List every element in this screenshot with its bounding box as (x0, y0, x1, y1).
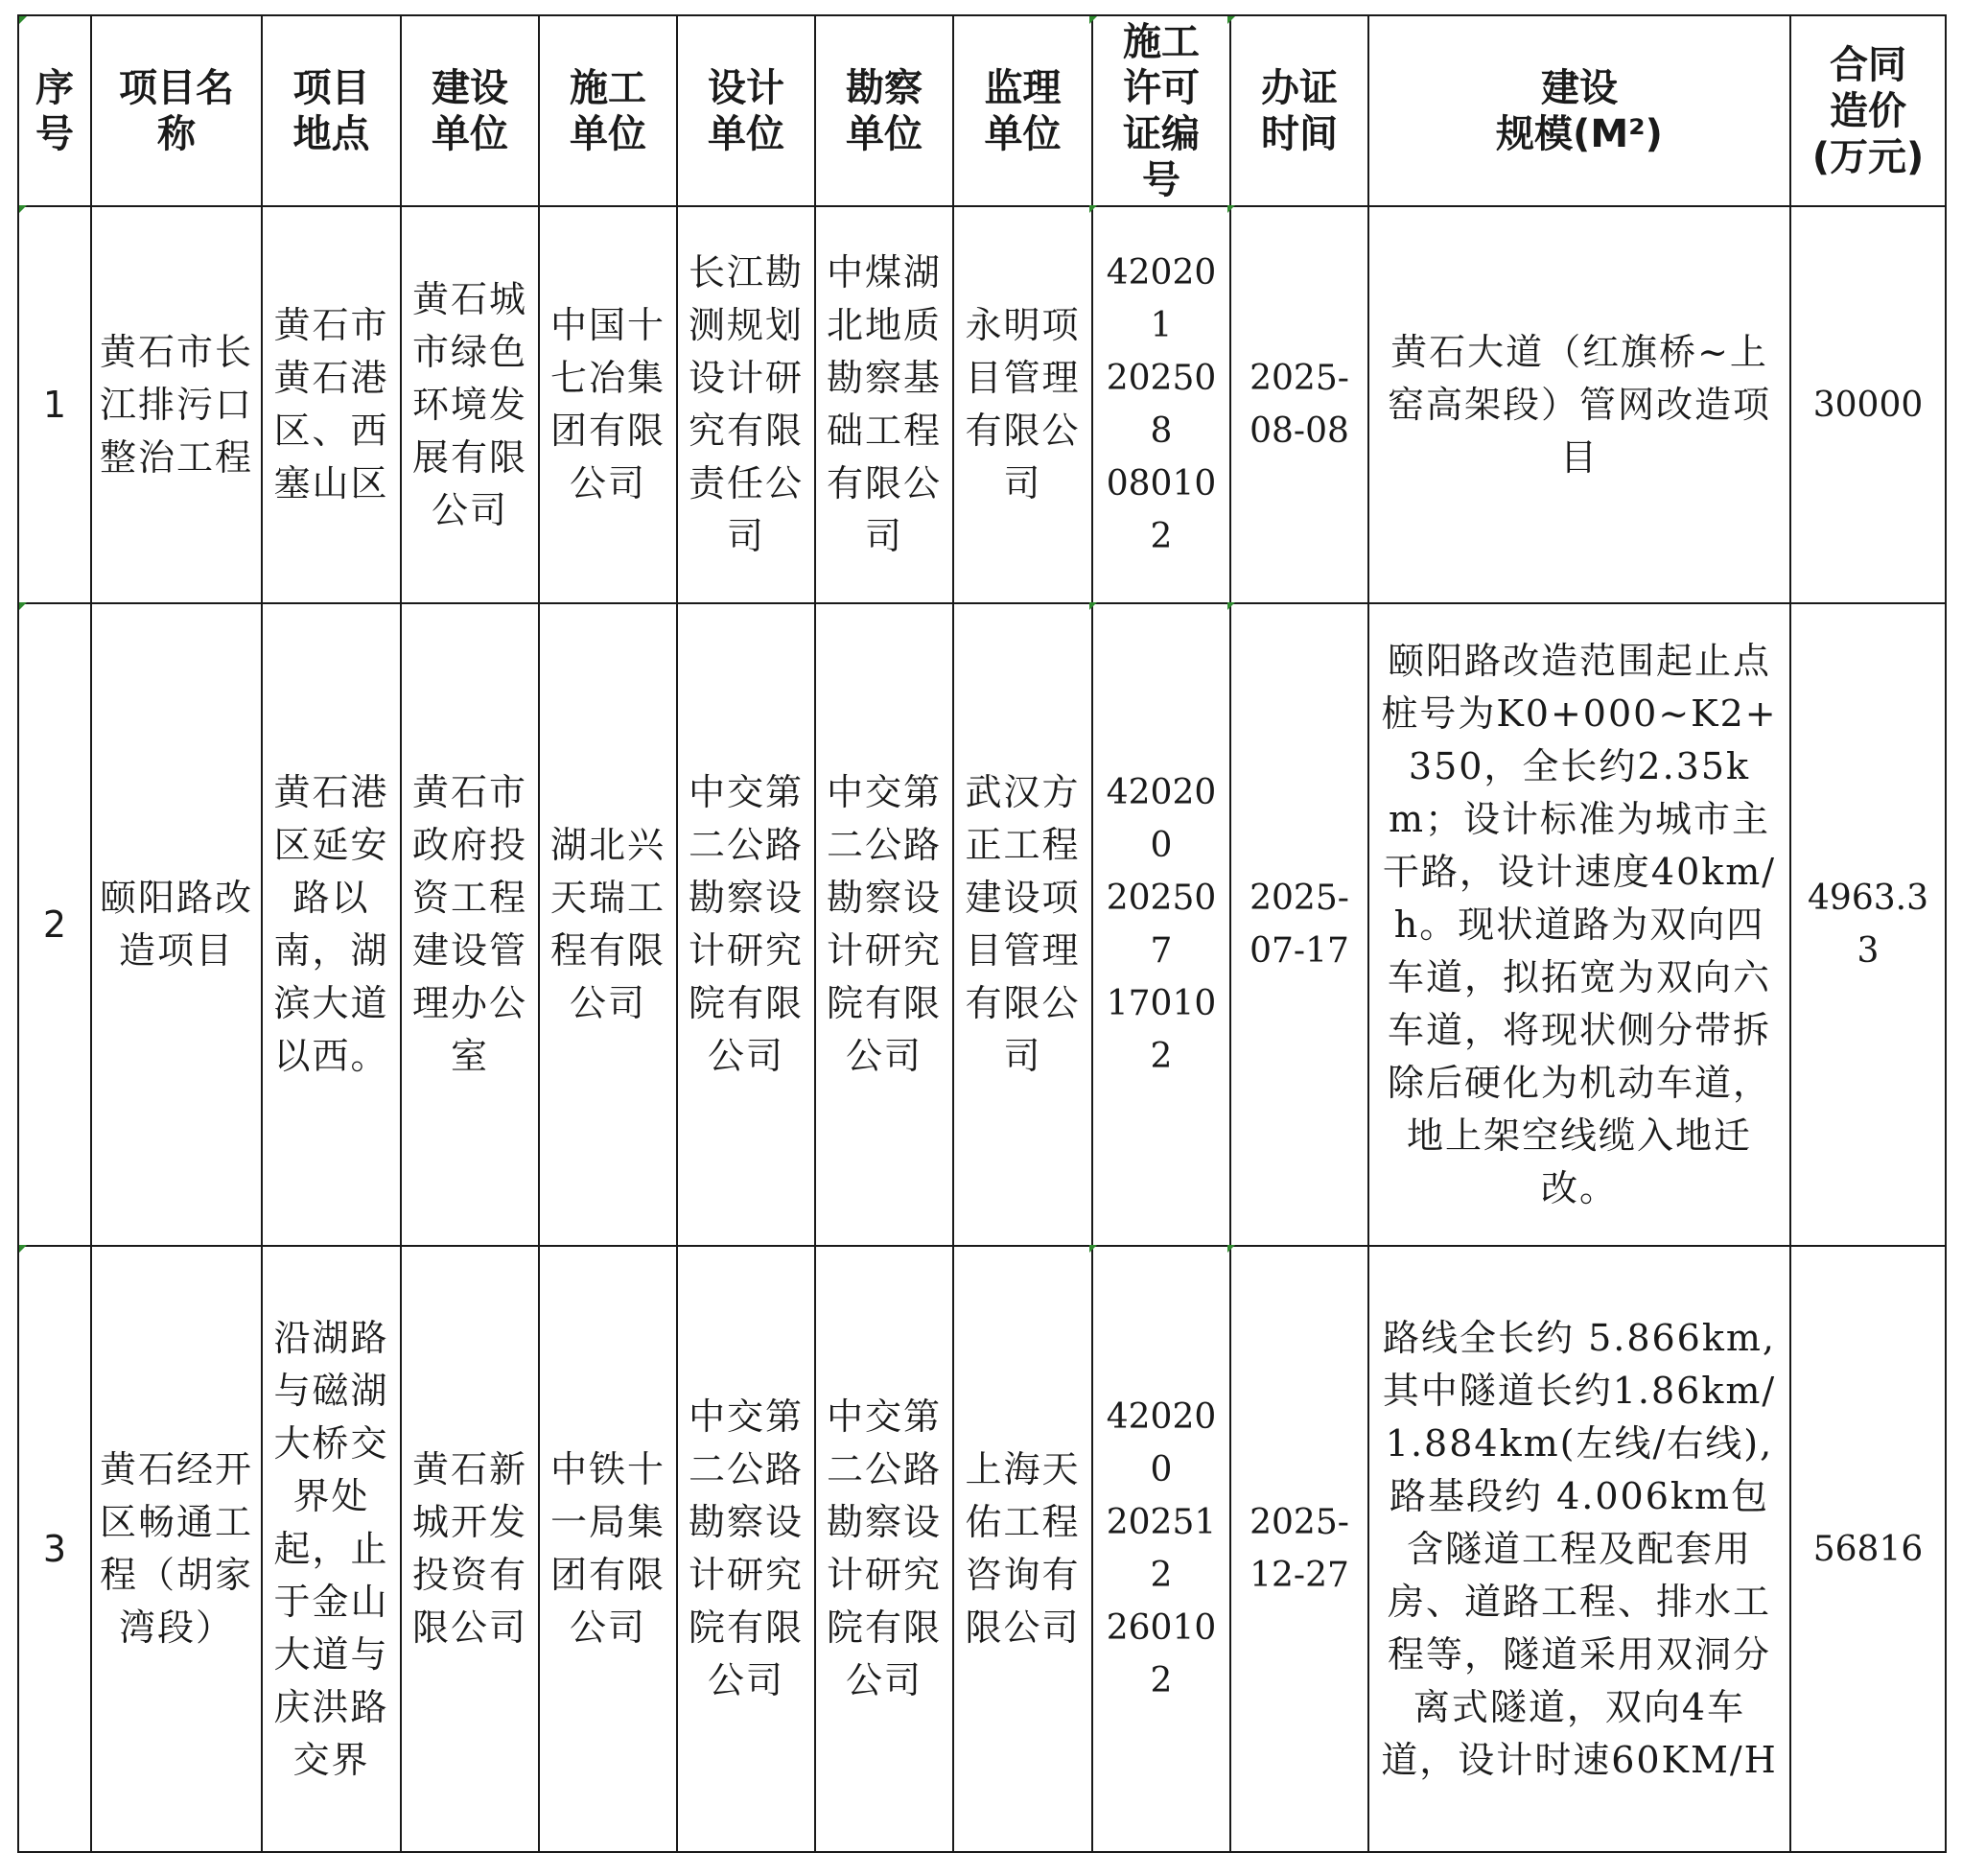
header-surveyor: 勘察 单位 (815, 15, 953, 206)
header-contract-cost: 合同 造价 (万元) (1790, 15, 1946, 206)
cell-permit-number: 420200 202512 260102 (1092, 1246, 1230, 1852)
cell-project-location: 沿湖路与磁湖大桥交界处起，止于金山大道与庆洪路交界 (262, 1246, 401, 1852)
cell-corner-marker (19, 602, 27, 610)
cell-contractor: 中铁十一局集团有限公司 (539, 1246, 677, 1852)
cell-surveyor: 中交第二公路勘察设计研究院有限公司 (815, 1246, 953, 1852)
cell-issue-date: 2025- 07-17 (1230, 603, 1368, 1246)
cell-corner-marker (19, 16, 27, 24)
header-row (18, 15, 1946, 206)
cell-seq: 3 (18, 1246, 91, 1852)
cell-construction-scale: 路线全长约 5.866km,其中隧道长约1.86km/1.884km(左线/右线),路基段约 4.006km包含隧道工程及配套用房、道路工程、排水工程等，隧道采用双洞分离式隧道，双向4车道，设计时速60KM/H (1368, 1246, 1790, 1852)
cell-project-location: 黄石港区延安路以南，湖滨大道以西。 (262, 603, 401, 1246)
cell-project-location: 黄石市黄石港区、西塞山区 (262, 206, 401, 603)
cell-permit-number: 420200 202507 170102 (1092, 603, 1230, 1246)
table-row (18, 206, 1946, 603)
cell-corner-marker (19, 1245, 27, 1253)
cell-contractor: 中国十七冶集团有限公司 (539, 206, 677, 603)
table-row (18, 1246, 1946, 1852)
permit-table (17, 14, 1947, 1853)
cell-contract-cost: 4963.33 (1790, 603, 1946, 1246)
cell-issue-date: 2025- 08-08 (1230, 206, 1368, 603)
cell-contract-cost: 30000 (1790, 206, 1946, 603)
header-designer: 设计 单位 (677, 15, 815, 206)
cell-corner-marker (1089, 205, 1097, 213)
cell-corner-marker (1089, 602, 1097, 610)
cell-project-name: 颐阳路改造项目 (91, 603, 262, 1246)
cell-designer: 中交第二公路勘察设计研究院有限公司 (677, 1246, 815, 1852)
cell-corner-marker (1227, 205, 1235, 213)
cell-corner-marker (1089, 16, 1097, 24)
cell-supervisor: 武汉方正工程建设项目管理有限公司 (953, 603, 1092, 1246)
header-construction-scale: 建设 规模(M²) (1368, 15, 1790, 206)
cell-builder: 黄石新城开发投资有限公司 (401, 1246, 539, 1852)
cell-permit-number: 420201 202508 080102 (1092, 206, 1230, 603)
cell-designer: 中交第二公路勘察设计研究院有限公司 (677, 603, 815, 1246)
header-project-name: 项目名 称 (91, 15, 262, 206)
cell-designer: 长江勘测规划设计研究有限责任公司 (677, 206, 815, 603)
cell-construction-scale: 颐阳路改造范围起止点桩号为K0+000~K2+350，全长约2.35km；设计标准为城市主干路，设计速度40km/h。现状道路为双向四车道，拟拓宽为双向六车道，将现状侧分带拆除后硬化为机动车道，地上架空线缆入地迁改。 (1368, 603, 1790, 1246)
header-permit-number: 施工 许可 证编 号 (1092, 15, 1230, 206)
header-contractor: 施工 单位 (539, 15, 677, 206)
cell-corner-marker (19, 205, 27, 213)
cell-surveyor: 中煤湖北地质勘察基础工程有限公司 (815, 206, 953, 603)
cell-corner-marker (1227, 1245, 1235, 1253)
cell-supervisor: 永明项目管理有限公司 (953, 206, 1092, 603)
header-seq: 序 号 (18, 15, 91, 206)
cell-corner-marker (1227, 602, 1235, 610)
cell-builder: 黄石市政府投资工程建设管理办公室 (401, 603, 539, 1246)
cell-corner-marker (1227, 16, 1235, 24)
header-issue-date: 办证 时间 (1230, 15, 1368, 206)
header-project-location: 项目 地点 (262, 15, 401, 206)
cell-issue-date: 2025- 12-27 (1230, 1246, 1368, 1852)
cell-contract-cost: 56816 (1790, 1246, 1946, 1852)
header-supervisor: 监理 单位 (953, 15, 1092, 206)
cell-seq: 1 (18, 206, 91, 603)
cell-project-name: 黄石市长江排污口整治工程 (91, 206, 262, 603)
cell-supervisor: 上海天佑工程咨询有限公司 (953, 1246, 1092, 1852)
cell-project-name: 黄石经开区畅通工程（胡家湾段） (91, 1246, 262, 1852)
cell-seq: 2 (18, 603, 91, 1246)
cell-construction-scale: 黄石大道（红旗桥~上窑高架段）管网改造项目 (1368, 206, 1790, 603)
cell-contractor: 湖北兴天瑞工程有限公司 (539, 603, 677, 1246)
header-builder: 建设 单位 (401, 15, 539, 206)
cell-surveyor: 中交第二公路勘察设计研究院有限公司 (815, 603, 953, 1246)
cell-builder: 黄石城市绿色环境发展有限公司 (401, 206, 539, 603)
cell-corner-marker (1089, 1245, 1097, 1253)
table-row (18, 603, 1946, 1246)
